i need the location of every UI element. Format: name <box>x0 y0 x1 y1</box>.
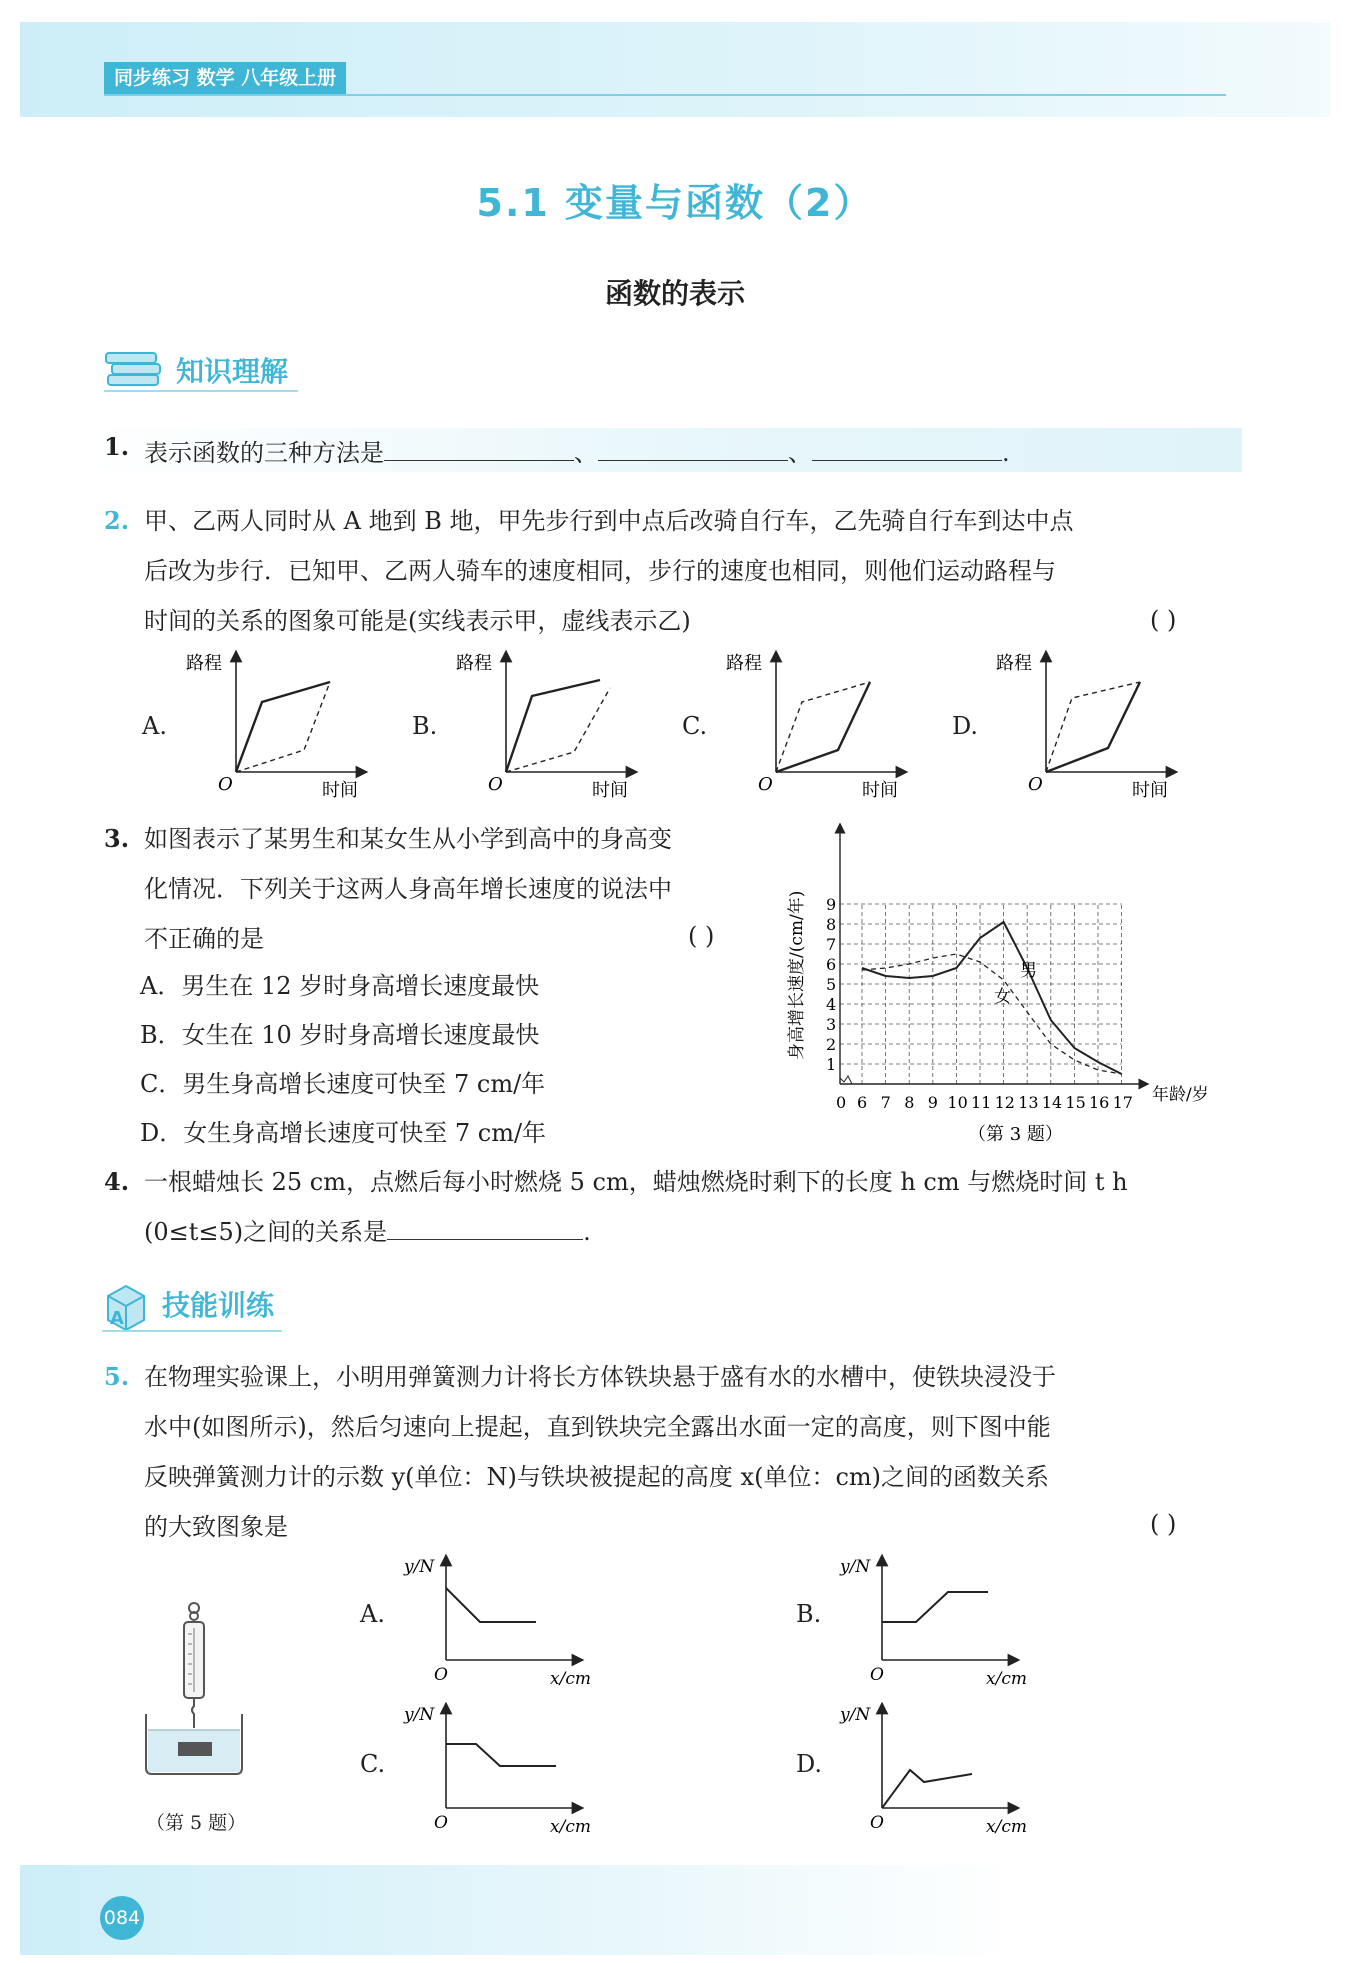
x-tick-label: 10 <box>947 1093 968 1112</box>
x-axis-label: x/cm <box>550 1817 591 1837</box>
x-axis-label: 时间 <box>592 780 628 798</box>
q5-figure-caption: （第 5 题） <box>146 1812 247 1834</box>
q5-line: 在物理实验课上，小明用弹簧测力计将长方体铁块悬于盛有水的水槽中，使铁块浸没于 <box>144 1363 1056 1391</box>
q4-blank[interactable] <box>387 1215 583 1240</box>
q1-sep-2: 、 <box>788 439 812 467</box>
q2-option-b-label: B. <box>412 712 438 740</box>
q3-number: 3. <box>104 824 130 853</box>
y-tick-label: 1 <box>826 1055 837 1074</box>
q5-graph-a[interactable] <box>400 1552 620 1692</box>
q5-option-a-label: A. <box>360 1600 385 1628</box>
q3-line: 不正确的是 <box>144 925 264 953</box>
x-tick-label: 12 <box>994 1093 1015 1112</box>
y-tick-label: 4 <box>826 995 837 1014</box>
y-axis-label: 路程 <box>726 653 762 674</box>
chart-grid <box>840 904 1122 1084</box>
y-axis-label: y/N <box>840 1557 871 1577</box>
q4-number: 4. <box>104 1167 130 1196</box>
q1-blank-3[interactable] <box>812 436 1002 461</box>
y-tick-label: 7 <box>826 935 837 954</box>
q5-answer-paren[interactable]: ( ) <box>1150 1510 1177 1538</box>
q1-text <box>144 428 1010 478</box>
q5-line: 的大致图象是 <box>144 1513 288 1541</box>
graph-line <box>446 1588 536 1622</box>
q3-options <box>140 962 640 1158</box>
tag-skill: 技能训练 <box>162 1289 275 1322</box>
q5-graph-b[interactable] <box>836 1552 1056 1692</box>
q5-line: 反映弹簧测力计的示数 y(单位：N)与铁块被提起的高度 x(单位：cm)之间的函数关系 <box>144 1463 1050 1491</box>
q2-option-c-label: C. <box>682 712 708 740</box>
q3-figure-caption: （第 3 题） <box>968 1124 1063 1145</box>
x-axis-label: 时间 <box>862 780 898 798</box>
svg-text:A: A <box>110 1308 124 1329</box>
q2-answer-paren[interactable]: ( ) <box>1150 606 1177 634</box>
q1-sep-1: 、 <box>574 439 598 467</box>
series-line-girl <box>862 954 1122 1074</box>
y-tick-label: 8 <box>826 915 837 934</box>
x-axis-label: x/cm <box>986 1669 1027 1689</box>
x-tick-label: 11 <box>971 1093 992 1112</box>
q3-option-a[interactable]: A．男生在 12 岁时身高增长速度最快 <box>140 972 540 1000</box>
series-line-boy <box>862 922 1122 1074</box>
q5-text <box>144 1352 1244 1552</box>
q3-option-d[interactable]: D．女生身高增长速度可快至 7 cm/年 <box>140 1119 547 1147</box>
dashed-line <box>1046 682 1140 772</box>
q5-line: 水中(如图所示)，然后匀速向上提起，直到铁块完全露出水面一定的高度，则下图中能 <box>144 1413 1051 1441</box>
origin-label: O <box>1028 774 1043 795</box>
q5-option-b-label: B. <box>796 1600 822 1628</box>
q2-option-d-label: D. <box>952 712 979 740</box>
q2-line: 时间的关系的图象可能是(实线表示甲，虚线表示乙) <box>144 607 691 635</box>
q3-option-b[interactable]: B．女生在 10 岁时身高增长速度最快 <box>140 1021 540 1049</box>
q5-graph-c[interactable] <box>400 1700 620 1840</box>
y-axis-label: 路程 <box>996 653 1032 674</box>
origin-label: O <box>488 774 503 795</box>
y-axis-label: y/N <box>404 1705 435 1725</box>
origin-label: O <box>434 1665 448 1685</box>
q5-graph-d[interactable] <box>836 1700 1056 1840</box>
graph-line <box>446 1744 556 1766</box>
chart-x-label: 年龄/岁 <box>1152 1085 1209 1105</box>
y-tick-label: 2 <box>826 1035 837 1054</box>
q2-graph-a[interactable] <box>180 648 380 798</box>
axis-break-mark <box>840 1076 852 1084</box>
x-axis-label: 时间 <box>1132 780 1168 798</box>
q1-prompt: 表示函数的三种方法是 <box>144 439 384 467</box>
y-tick-label: 9 <box>826 895 837 914</box>
x-axis-label: x/cm <box>550 1669 591 1689</box>
y-axis-label: y/N <box>404 1557 435 1577</box>
section-title: 5.1 变量与函数（2） <box>476 181 874 225</box>
q4-line-1: 一根蜡烛长 25 cm，点燃后每小时燃烧 5 cm，蜡烛燃烧时剩下的长度 h cm 与燃烧时间 t h <box>144 1168 1128 1196</box>
q2-graph-c[interactable] <box>720 648 920 798</box>
q3-line: 如图表示了某男生和某女生从小学到高中的身高变 <box>144 825 672 853</box>
origin-label: O <box>434 1813 448 1833</box>
x-axis-label: 时间 <box>322 780 358 798</box>
q3-line: 化情况．下列关于这两人身高年增长速度的说法中 <box>144 875 672 903</box>
q2-line: 甲、乙两人同时从 A 地到 B 地，甲先步行到中点后改骑自行车，乙先骑自行车到达中点 <box>144 507 1074 535</box>
y-axis-label: y/N <box>840 1705 871 1725</box>
q5-number: 5. <box>104 1362 130 1391</box>
solid-line <box>236 682 330 772</box>
q2-graph-b[interactable] <box>450 648 650 798</box>
footer-band <box>20 1865 1020 1955</box>
series-tag: 同步练习 数学 八年级上册 <box>104 62 346 94</box>
spring-scale-tank-illustration <box>140 1600 270 1800</box>
q3-answer-paren[interactable]: ( ) <box>688 922 715 950</box>
graph-line <box>882 1770 972 1808</box>
x-axis-label: x/cm <box>986 1817 1027 1837</box>
q2-graph-d[interactable] <box>990 648 1190 798</box>
dashed-line <box>776 682 870 772</box>
graph-line <box>882 1592 988 1622</box>
chart-y-label: 身高增长速度/(cm/年) <box>787 890 807 1060</box>
y-tick-label: 5 <box>826 975 837 994</box>
origin-label: O <box>218 774 233 795</box>
tag-underline <box>102 1330 282 1332</box>
q3-option-c[interactable]: C．男生身高增长速度可快至 7 cm/年 <box>140 1070 546 1098</box>
x-tick-label: 16 <box>1089 1093 1110 1112</box>
x-tick-label: 14 <box>1041 1093 1063 1112</box>
x-tick-label: 7 <box>880 1093 891 1112</box>
solid-line <box>776 682 870 772</box>
header-line <box>104 94 1226 96</box>
x-tick-label: 9 <box>927 1093 938 1112</box>
q5-option-d-label: D. <box>796 1750 823 1778</box>
q4-end: . <box>583 1218 591 1246</box>
x-tick-label: 0 <box>836 1093 847 1112</box>
q4-line-2: (0≤t≤5)之间的关系是 <box>144 1218 388 1246</box>
q2-number: 2. <box>104 506 130 535</box>
y-axis-label: 路程 <box>186 653 222 674</box>
series-label-girl: 女 <box>994 987 1012 1007</box>
growth-rate-chart <box>782 820 1242 1150</box>
y-axis-label: 路程 <box>456 653 492 674</box>
solid-line <box>1046 682 1140 772</box>
x-tick-label: 6 <box>857 1093 868 1112</box>
tag-knowledge: 知识理解 <box>176 355 289 388</box>
tag-underline <box>104 390 298 392</box>
q1-blank-1[interactable] <box>384 436 574 461</box>
page-number: 084 <box>100 1896 144 1940</box>
q1-number: 1. <box>104 432 130 461</box>
x-tick-label: 8 <box>904 1093 915 1112</box>
q1-end: . <box>1002 439 1010 467</box>
q2-line: 后改为步行．已知甲、乙两人骑车的速度相同，步行的速度也相同，则他们运动路程与 <box>144 557 1056 585</box>
q4-text <box>144 1157 1244 1257</box>
cube-a-icon <box>102 1282 150 1332</box>
origin-label: O <box>870 1813 884 1833</box>
series-label-boy: 男 <box>1020 961 1038 981</box>
origin-label: O <box>870 1665 884 1685</box>
q5-option-c-label: C. <box>360 1750 386 1778</box>
y-tick-label: 6 <box>826 955 837 974</box>
books-icon <box>104 345 164 393</box>
q1-blank-2[interactable] <box>598 436 788 461</box>
origin-label: O <box>758 774 773 795</box>
x-tick-label: 17 <box>1112 1093 1133 1112</box>
q2-option-a-label: A. <box>142 712 167 740</box>
x-tick-label: 15 <box>1065 1093 1086 1112</box>
x-tick-label: 13 <box>1018 1093 1039 1112</box>
sub-title: 函数的表示 <box>604 277 745 310</box>
y-tick-label: 3 <box>826 1015 837 1034</box>
q2-text <box>144 496 1244 646</box>
